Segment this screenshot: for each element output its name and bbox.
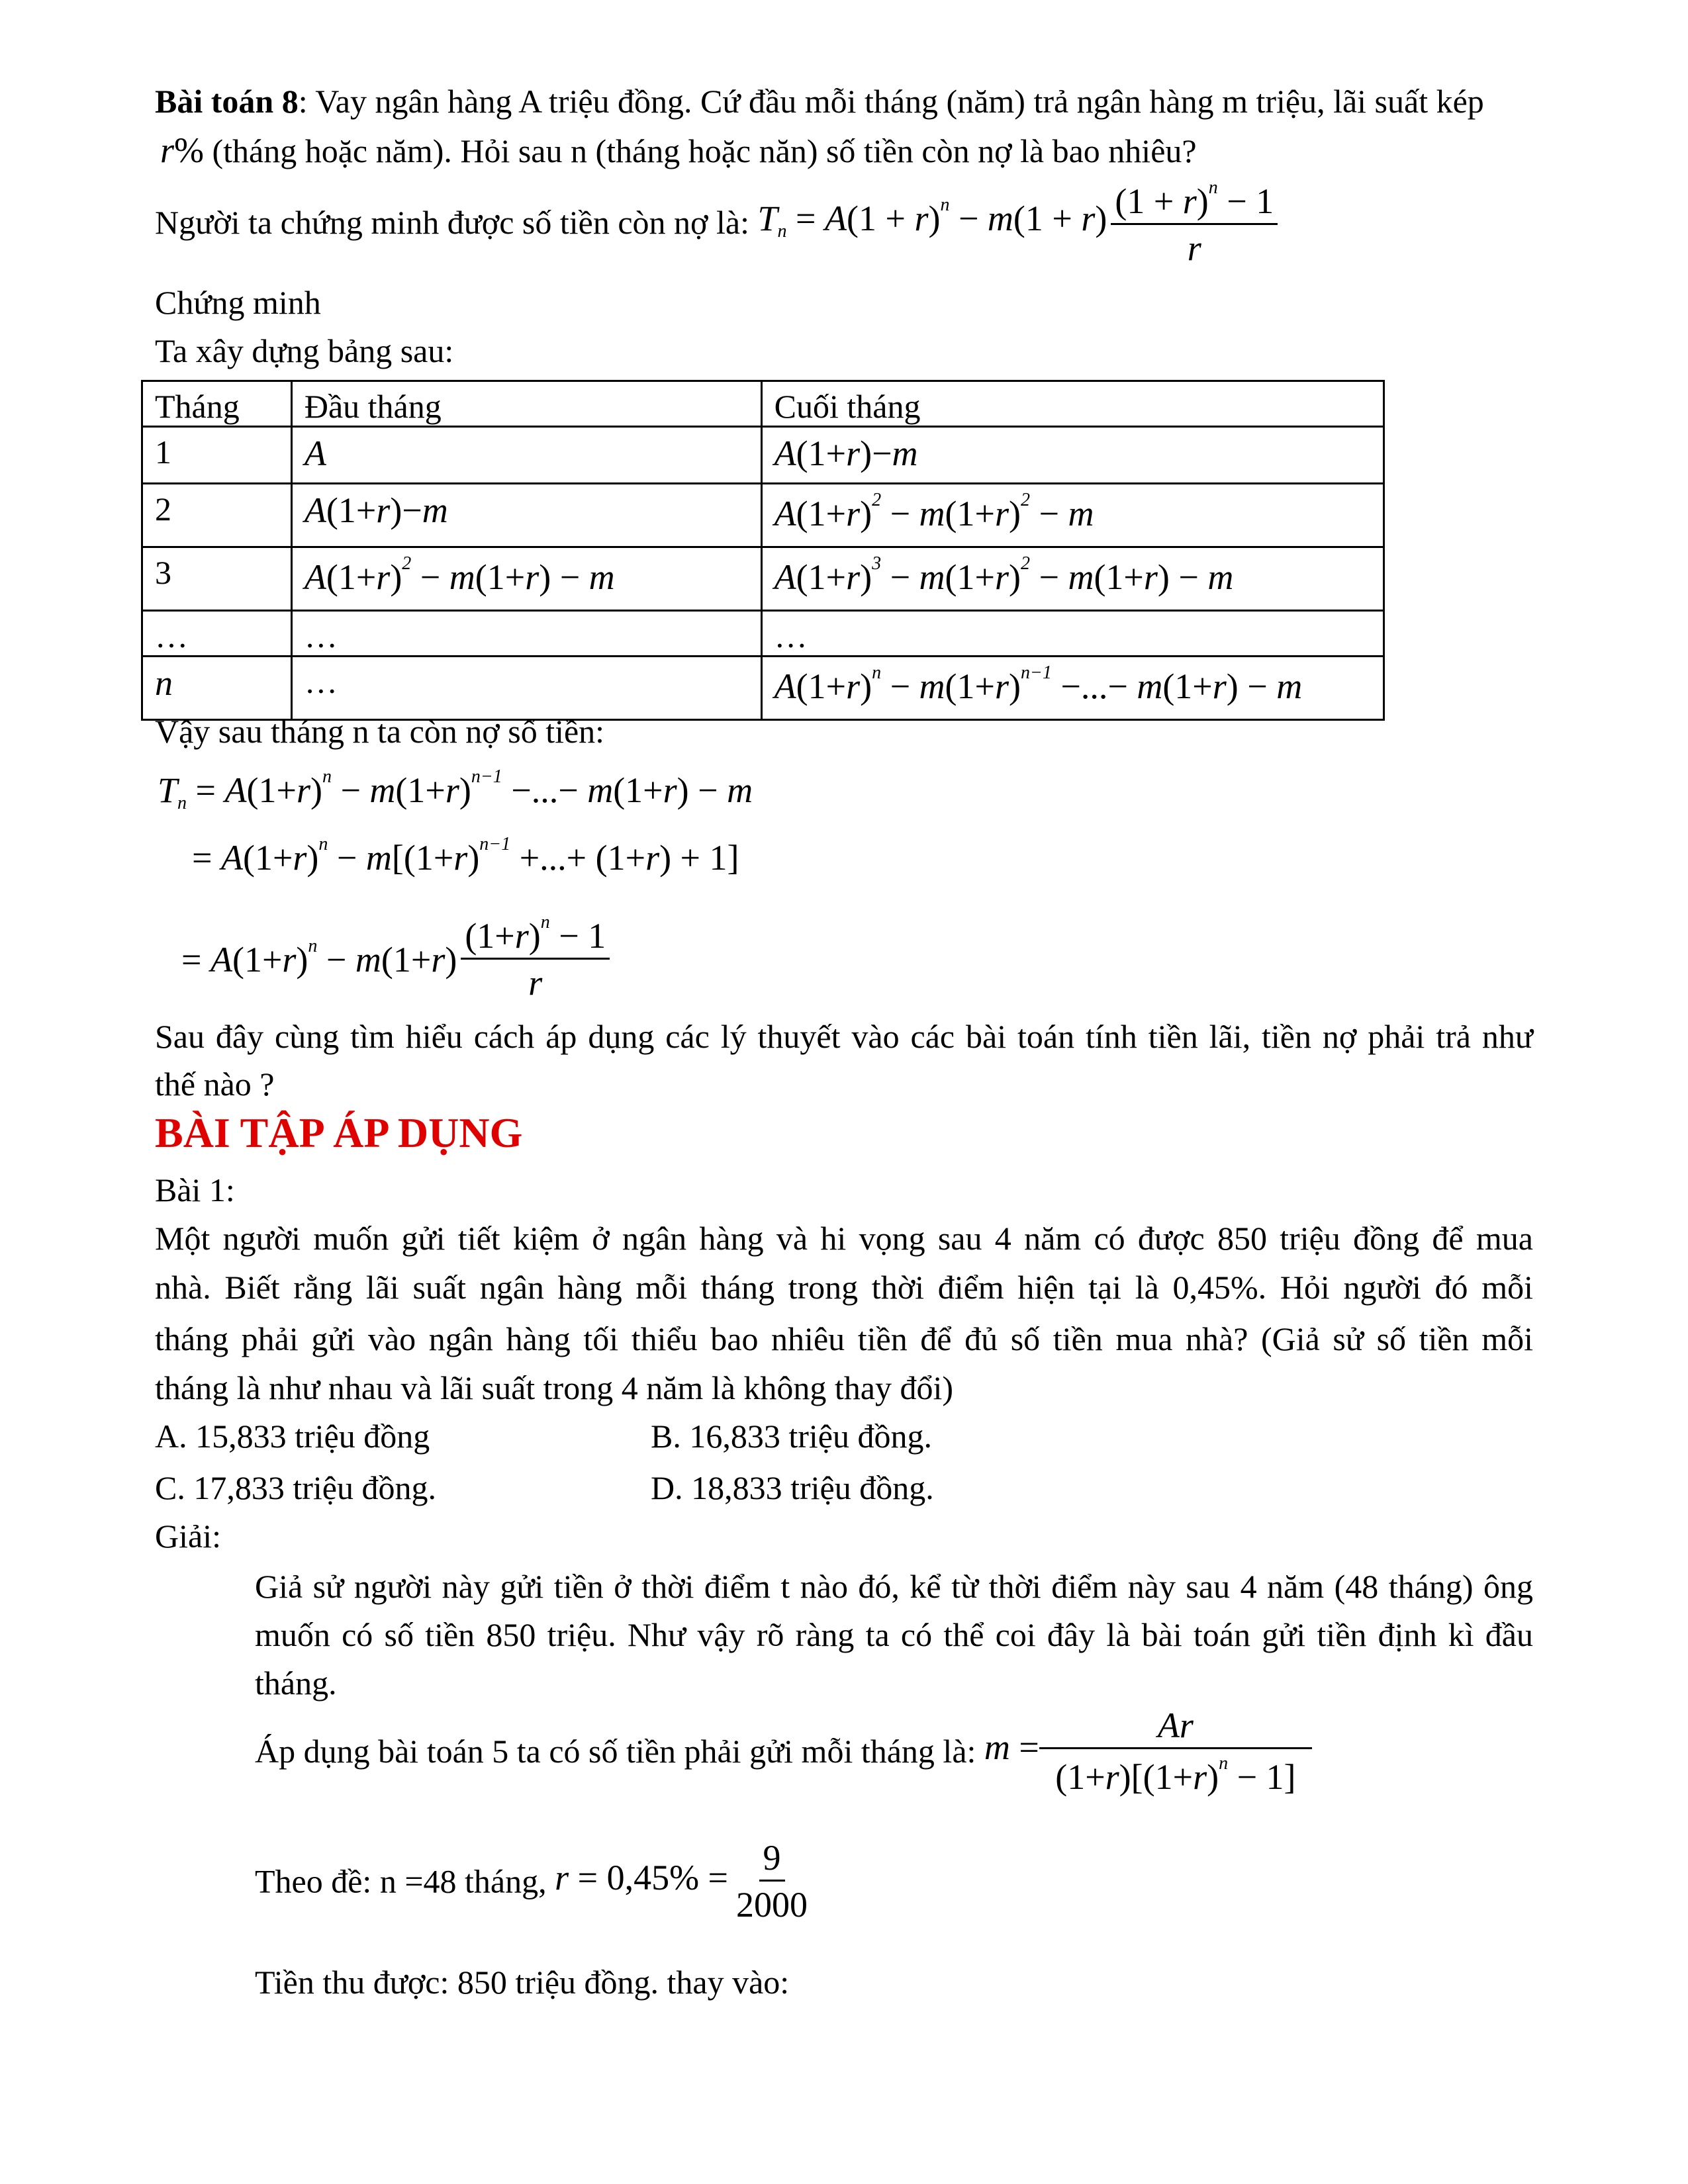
option-a: A. 15,833 triệu đồng [155,1418,430,1455]
solution-line: Giả sử người này gửi tiền ở thời điểm t nào đó, kể từ thời điểm này sau 4 năm (48 tháng) ông [255,1568,1533,1605]
schedule-table [141,380,1385,721]
month-cell: 3 [142,547,292,611]
table-row [142,427,1384,484]
start-cell: … [291,611,761,657]
start-cell: A [291,427,761,484]
after-table-text: Vậy sau tháng n ta còn nợ số tiền: [155,713,605,750]
build-table-text: Ta xây dựng bảng sau: [155,332,454,369]
derivation-line3: = $A(1+r)^n - m(1+r)$ $\frac{(1+r)^n - 1}{r}$ [181,913,614,1001]
exercise1-line: Một người muốn gửi tiết kiệm ở ngân hàng và hi vọng sau 4 năm có được 850 triệu đồng để mua [155,1220,1533,1257]
end-cell: A(1+r)−m [761,427,1383,484]
table-row [142,611,1384,657]
end-cell: $A(1+r)^n - m(1+r)^{n-1}$ −...− m(1+r) − m [761,657,1383,720]
derivation-line1: $T_n = A(1+r)^n - m(1+r)^{n-1}$ −...− m(1+r) − m [158,766,753,813]
end-cell: $A(1+r)^2 - m(1+r)^2 - m$ [761,484,1383,547]
received-line: Tiền thu được: 850 triệu đồng. thay vào: [255,1964,790,2001]
month-cell: n [142,657,292,720]
option-d: D. 18,833 triệu đồng. [651,1469,934,1506]
month-cell: … [142,611,292,657]
exercise1-line: nhà. Biết rằng lãi suất ngân hàng mỗi tháng trong thời điểm hiện tại là 0,45%. Hỏi người đó mỗi [155,1269,1533,1306]
rate-symbol: r% [160,130,204,170]
formula-intro: Người ta chứng minh được số tiền còn nợ là: [155,204,749,241]
proof-heading: Chứng minh [155,284,321,321]
apply-text: Áp dụng bài toán 5 ta có số tiền phải gửi mỗi tháng là: [255,1733,976,1770]
start-cell: A(1+r)−m [291,484,761,547]
apply-formula-line [255,1707,1312,1795]
table-header-row [142,381,1384,427]
payment-formula: m = $\frac{Ar}{(1+r)[(1+r)^n - 1]}$ [984,1727,1312,1767]
table-row [142,484,1384,547]
section-heading: BÀI TẬP ÁP DỤNG [155,1109,523,1156]
exercise1-line: tháng là như nhau và lãi suất trong 4 năm là không thay đổi) [155,1369,954,1406]
option-b: B. 16,833 triệu đồng. [651,1418,932,1455]
exercise1-title: Bài 1: [155,1171,235,1208]
problem8-text1: : Vay ngân hàng A triệu đồng. Cứ đầu mỗi tháng (năm) trả ngân hàng m triệu, lãi suất kép [298,83,1484,120]
debt-formula: $T_n = A(1 + r)^n - m(1 + r)$ $\frac{(1 + r)^n - 1}{r}$ [757,199,1282,238]
option-c: C. 17,833 triệu đồng. [155,1469,436,1506]
start-cell: $A(1+r)^2 - m(1+r) - m$ [291,547,761,611]
solution-line: muốn có số tiền 850 triệu. Như vậy rõ ràng ta có thể coi đây là bài toán gửi tiền định kì đầu [255,1616,1533,1653]
month-cell: 2 [142,484,292,547]
problem8-text2: (tháng hoặc năm). Hỏi sau n (tháng hoặc năn) số tiền còn nợ là bao nhiêu? [204,132,1197,169]
header-start: Đầu tháng [291,381,761,427]
formula-statement [155,179,1282,266]
problem8-line1 [155,85,1484,118]
problem8-label: Bài toán 8 [155,83,299,120]
exercise1-line: tháng phải gửi vào ngân hàng tối thiểu bao nhiêu tiền để đủ số tiền mua nhà? (Giả sử số tiền mỗi [155,1320,1533,1357]
header-month: Tháng [142,381,292,427]
month-cell: 1 [142,427,292,484]
closing-line1: Sau đây cùng tìm hiểu cách áp dụng các lý thuyết vào các bài toán tính tiền lãi, tiền nợ phải trả như [155,1018,1533,1055]
table-row [142,547,1384,611]
end-cell: … [761,611,1383,657]
problem8-line2 [160,132,1197,168]
end-cell: $A(1+r)^3 - m(1+r)^2 - m(1+r) - m$ [761,547,1383,611]
table-row [142,657,1384,720]
rate-value: r = 0,45% = $\frac{9}{2000}$ [555,1838,808,1925]
header-end: Cuối tháng [761,381,1383,427]
solution-line: tháng. [255,1664,337,1702]
derivation-line2: = $A(1+r)^n - m[(1+r)^{n-1}$ +...+ (1+r) + 1] [192,834,739,878]
solution-title: Giải: [155,1518,221,1555]
start-cell: … [291,657,761,720]
closing-line2: thế nào ? [155,1066,275,1103]
given-line [255,1840,816,1923]
given-text: Theo đề: n =48 tháng, [255,1862,547,1900]
